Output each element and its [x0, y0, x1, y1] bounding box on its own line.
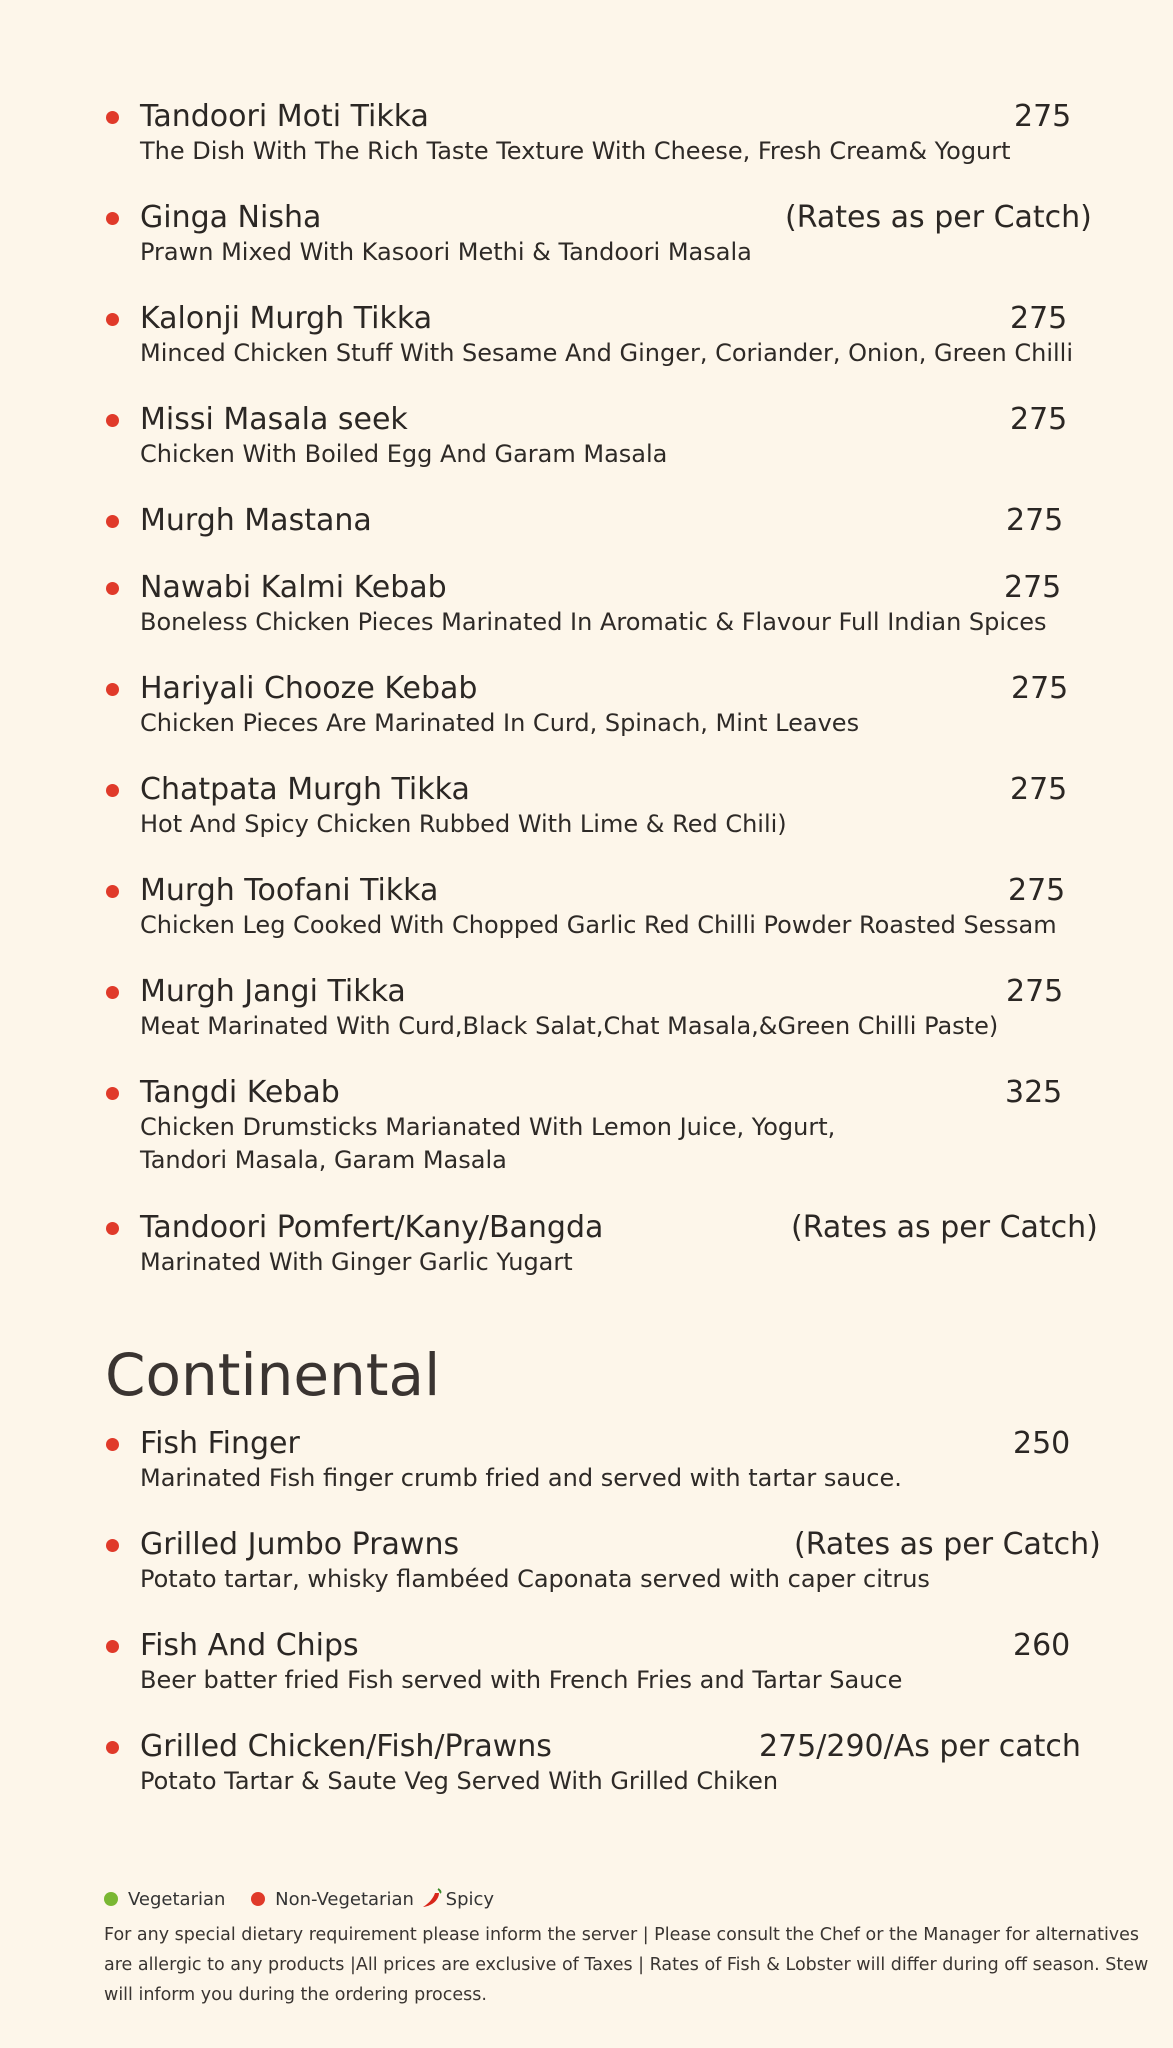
item-price: 275 — [1006, 974, 1064, 1009]
non-veg-dot-icon — [106, 784, 119, 797]
chili-icon — [420, 1886, 444, 1910]
menu-item — [0, 1075, 1173, 1177]
item-name: Murgh Mastana — [140, 503, 372, 538]
menu-item — [0, 1426, 1173, 1495]
item-name: Kalonji Murgh Tikka — [140, 301, 433, 336]
menu-item — [0, 1628, 1173, 1697]
item-name: Tandoori Pomfert/Kany/Bangda — [140, 1210, 604, 1245]
non-veg-dot-icon — [106, 414, 119, 427]
item-price: 275 — [1011, 671, 1069, 706]
non-veg-dot-icon — [106, 1741, 119, 1754]
item-price: 325 — [1005, 1075, 1063, 1110]
item-name: Tandoori Moti Tikka — [140, 99, 429, 134]
item-description: Potato Tartar & Saute Veg Served With Grilled Chiken — [140, 1767, 779, 1795]
section-title-continental: Continental — [105, 1341, 441, 1409]
item-name: Fish And Chips — [140, 1628, 359, 1663]
red-dot-icon — [251, 1892, 265, 1906]
item-description: Marinated Fish finger crumb fried and served with tartar sauce. — [140, 1464, 902, 1492]
item-price: 275 — [1004, 570, 1062, 605]
item-price: 275 — [1010, 301, 1068, 336]
item-price: 275 — [1008, 873, 1066, 908]
menu-item — [0, 873, 1173, 942]
menu-item — [0, 1210, 1173, 1279]
menu-item — [0, 570, 1173, 639]
item-name: Nawabi Kalmi Kebab — [140, 570, 447, 605]
item-name: Murgh Jangi Tikka — [140, 974, 406, 1009]
menu-item — [0, 200, 1173, 269]
non-veg-dot-icon — [106, 1539, 119, 1552]
non-veg-dot-icon — [106, 1222, 119, 1235]
footer-line: will inform you during the ordering process. — [104, 1985, 487, 2005]
item-name: Grilled Jumbo Prawns — [140, 1527, 460, 1562]
item-price: 250 — [1013, 1426, 1071, 1461]
item-name: Missi Masala seek — [140, 402, 408, 437]
item-description: Chicken Leg Cooked With Chopped Garlic Red Chilli Powder Roasted Sessam — [140, 911, 1057, 939]
menu-item — [0, 772, 1173, 841]
item-description: Prawn Mixed With Kasoori Methi & Tandoori Masala — [140, 238, 752, 266]
non-veg-dot-icon — [106, 212, 119, 225]
non-veg-dot-icon — [106, 885, 119, 898]
item-description: Boneless Chicken Pieces Marinated In Aromatic & Flavour Full Indian Spices — [140, 608, 1047, 636]
item-price: (Rates as per Catch) — [794, 1527, 1101, 1562]
item-name: Grilled Chicken/Fish/Prawns — [140, 1729, 552, 1764]
item-price: 275/290/As per catch — [759, 1729, 1081, 1764]
non-veg-dot-icon — [106, 1438, 119, 1451]
item-price: 260 — [1013, 1628, 1071, 1663]
non-veg-dot-icon — [106, 582, 119, 595]
non-veg-dot-icon — [106, 986, 119, 999]
item-price: 275 — [1006, 503, 1064, 538]
green-dot-icon — [104, 1892, 118, 1906]
item-description: Marinated With Ginger Garlic Yugart — [140, 1248, 573, 1276]
item-price: 275 — [1014, 99, 1072, 134]
item-description: Beer batter fried Fish served with French Fries and Tartar Sauce — [140, 1666, 903, 1694]
non-veg-dot-icon — [106, 1087, 119, 1100]
menu-item — [0, 974, 1173, 1043]
menu-item — [0, 1729, 1173, 1798]
item-price: (Rates as per Catch) — [785, 200, 1092, 235]
menu-item — [0, 671, 1173, 740]
item-name: Hariyali Chooze Kebab — [140, 671, 478, 706]
menu-item — [0, 503, 1173, 539]
non-veg-dot-icon — [106, 1640, 119, 1653]
item-name: Fish Finger — [140, 1426, 300, 1461]
menu-item — [0, 1527, 1173, 1596]
non-veg-dot-icon — [106, 515, 119, 528]
footer-line: For any special dietary requirement please inform the server | Please consult the Chef or the Manager for alternatives — [104, 1925, 1140, 1945]
item-description: Hot And Spicy Chicken Rubbed With Lime & Red Chili) — [140, 810, 787, 838]
item-description: Chicken With Boiled Egg And Garam Masala — [140, 440, 668, 468]
menu-item — [0, 301, 1173, 370]
item-price: 275 — [1010, 402, 1068, 437]
legend-non-vegetarian: Non-Vegetarian — [275, 1889, 414, 1910]
item-price: (Rates as per Catch) — [791, 1210, 1098, 1245]
item-description: The Dish With The Rich Taste Texture With Cheese, Fresh Cream& Yogurt — [140, 137, 1011, 165]
item-name: Murgh Toofani Tikka — [140, 873, 439, 908]
item-description: Tandori Masala, Garam Masala — [140, 1146, 507, 1174]
item-name: Ginga Nisha — [140, 200, 322, 235]
legend-spicy: Spicy — [445, 1889, 495, 1910]
non-veg-dot-icon — [106, 111, 119, 124]
non-veg-dot-icon — [106, 313, 119, 326]
item-description: Chicken Pieces Are Marinated In Curd, Spinach, Mint Leaves — [140, 709, 860, 737]
item-description: Potato tartar, whisky flambéed Caponata served with caper citrus — [140, 1565, 930, 1593]
non-veg-dot-icon — [106, 683, 119, 696]
item-description: Meat Marinated With Curd,Black Salat,Chat Masala,&Green Chilli Paste) — [140, 1012, 999, 1040]
legend-vegetarian: Vegetarian — [128, 1889, 226, 1910]
menu-item — [0, 402, 1173, 471]
item-name: Chatpata Murgh Tikka — [140, 772, 470, 807]
item-name: Tangdi Kebab — [140, 1075, 340, 1110]
footer-line: are allergic to any products |All prices are exclusive of Taxes | Rates of Fish & Lobster will differ during off season. Stew — [104, 1955, 1149, 1975]
item-description: Chicken Drumsticks Marianated With Lemon Juice, Yogurt, — [140, 1113, 836, 1141]
legend — [104, 1886, 494, 1910]
menu-item — [0, 99, 1173, 168]
item-price: 275 — [1010, 772, 1068, 807]
footer-note — [104, 1920, 1173, 2010]
item-description: Minced Chicken Stuff With Sesame And Ginger, Coriander, Onion, Green Chilli — [140, 339, 1073, 367]
